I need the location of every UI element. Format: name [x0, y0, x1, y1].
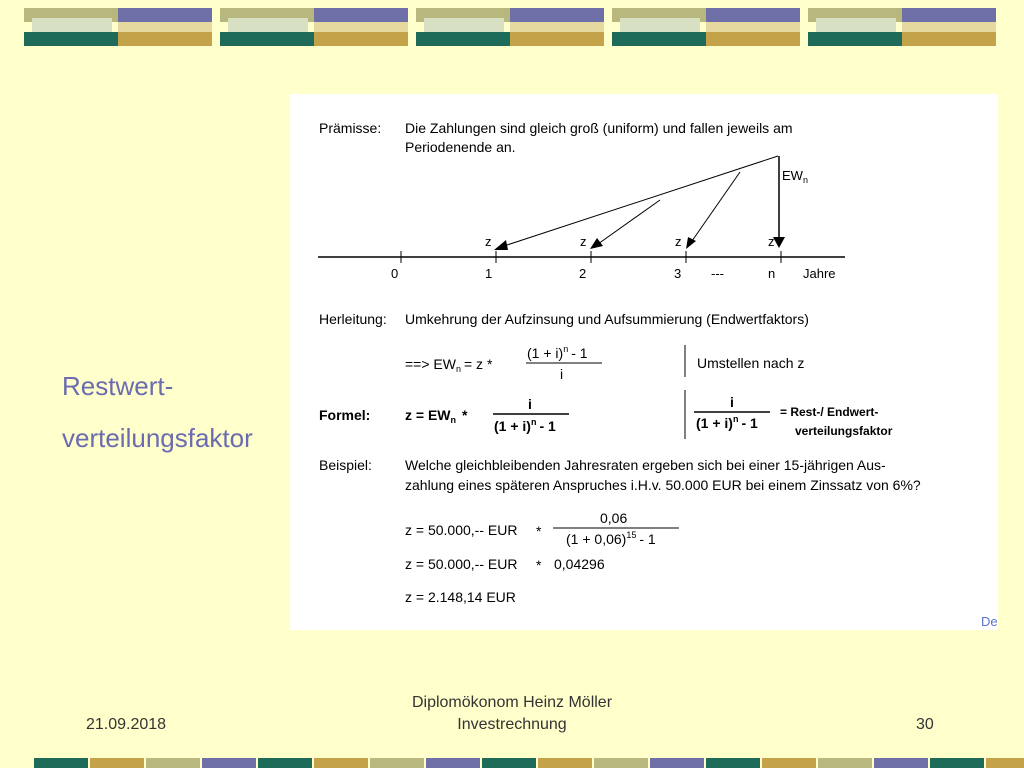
calc1-star: *	[536, 523, 542, 539]
arrow-head-n	[773, 237, 785, 248]
header-decoration-block	[24, 8, 212, 46]
footer-decoration-segment	[146, 758, 200, 768]
calc3-result: z = 2.148,14 EUR	[405, 589, 516, 605]
footer-decoration-segment	[930, 758, 984, 768]
formula-figure	[290, 94, 998, 630]
footer-decoration-segment	[482, 758, 536, 768]
formula1-numerator: $(1 + i)^n - 1$	[527, 344, 588, 361]
right-denominator: $(1 + i)^n - 1$	[696, 414, 758, 431]
header-decoration	[0, 8, 1024, 48]
footer-decoration-segment	[90, 758, 144, 768]
arrow-head-1	[494, 240, 508, 250]
timeline-diagram	[318, 156, 845, 281]
tick-label-n: n	[768, 266, 776, 281]
tick-label-0: 0	[391, 266, 399, 281]
factor-name-line1: = Rest-/ Endwert-	[780, 405, 879, 419]
footer-subject: Investrechnung	[457, 716, 567, 733]
footer-decoration-segment	[538, 758, 592, 768]
beispiel-text-line2: zahlung eines späteren Anspruches i.H.v. 50.000 EUR bei einem Zinssatz von 6%?	[405, 477, 921, 493]
header-decoration-block	[220, 8, 408, 46]
herleitung-label: Herleitung:	[319, 311, 387, 327]
praemisse-text-line2: Periodenende an.	[405, 139, 516, 155]
formula-main	[319, 390, 893, 439]
footer-decoration-segment	[426, 758, 480, 768]
z-label-1: z	[485, 234, 492, 249]
z-label-3: z	[675, 234, 682, 249]
footer-decoration-segment	[202, 758, 256, 768]
right-numerator: i	[730, 394, 734, 410]
slide-title-line2: verteilungsfaktor	[62, 423, 253, 453]
footer-decoration-segment	[762, 758, 816, 768]
tick-label-1: 1	[485, 266, 493, 281]
footer-date: 21.09.2018	[86, 716, 167, 733]
calc1-numerator: 0,06	[600, 510, 628, 526]
formula1-note: Umstellen nach z	[697, 355, 805, 371]
footer-decoration-segment	[314, 758, 368, 768]
arrow-to-1	[504, 156, 778, 246]
footer-decoration-segment	[818, 758, 872, 768]
header-decoration-block	[416, 8, 604, 46]
calc1-lhs: z = 50.000,-- EUR	[405, 522, 518, 538]
tick-label-dashes: ---	[711, 266, 724, 281]
factor-name-line2: verteilungsfaktor	[795, 424, 893, 438]
footer-decoration-segment	[594, 758, 648, 768]
formula-endwert	[405, 344, 804, 382]
formula1-denominator: i	[560, 366, 564, 382]
ew-label: $EW_n$	[782, 168, 808, 185]
footer-decoration-segment	[650, 758, 704, 768]
footer-decoration-segment	[986, 758, 1024, 768]
formel-lhs: $z = EW_n$ *	[405, 407, 468, 425]
calc1-denominator: $(1 + 0,06)^{15} - 1$	[566, 530, 656, 547]
footer-decoration	[0, 758, 1024, 768]
tick-label-2: 2	[579, 266, 587, 281]
formula1-lhs: ==> $EW_n = z$ *	[405, 356, 493, 374]
footer-decoration-segment	[258, 758, 312, 768]
formel-denominator: $(1 + i)^n - 1$	[494, 417, 556, 434]
calc2-value: 0,04296	[554, 556, 605, 572]
arrow-to-2	[598, 200, 660, 244]
z-label-2: z	[580, 234, 587, 249]
beispiel-label: Beispiel:	[319, 457, 372, 473]
footer-decoration-segment	[874, 758, 928, 768]
arrow-head-3	[686, 237, 696, 249]
beispiel-text-line1: Welche gleichbleibenden Jahresraten ergeben sich bei einer 15-jährigen Aus-	[405, 457, 886, 473]
arrow-head-2	[590, 238, 603, 249]
z-label-n: z	[768, 234, 775, 249]
header-decoration-block	[612, 8, 800, 46]
calc2-lhs: z = 50.000,-- EUR	[405, 556, 518, 572]
footer-decoration-segment	[34, 758, 88, 768]
praemisse-text-line1: Die Zahlungen sind gleich groß (uniform) und fallen jeweils am	[405, 120, 793, 136]
footer-author-block	[362, 692, 662, 736]
footer-author: Diplomökonom Heinz Möller	[411, 694, 613, 711]
formula-figure-svg	[290, 94, 998, 630]
tick-label-3: 3	[674, 266, 682, 281]
axis-label-jahre: Jahre	[803, 266, 836, 281]
footer-decoration-segment	[370, 758, 424, 768]
slide-title-line1: Restwert-	[62, 371, 174, 401]
herleitung-text: Umkehrung der Aufzinsung und Aufsummierung (Endwertfaktors)	[405, 311, 809, 327]
formel-label: Formel:	[319, 407, 371, 423]
header-decoration-block	[808, 8, 996, 46]
cut-off-text: De	[981, 614, 998, 629]
slide-title	[62, 360, 253, 464]
formel-numerator: i	[528, 396, 532, 412]
example-section	[319, 457, 921, 605]
calc2-star: *	[536, 557, 542, 573]
praemisse-label: Prämisse:	[319, 120, 382, 136]
page-number: 30	[916, 716, 934, 733]
footer-decoration-segment	[706, 758, 760, 768]
